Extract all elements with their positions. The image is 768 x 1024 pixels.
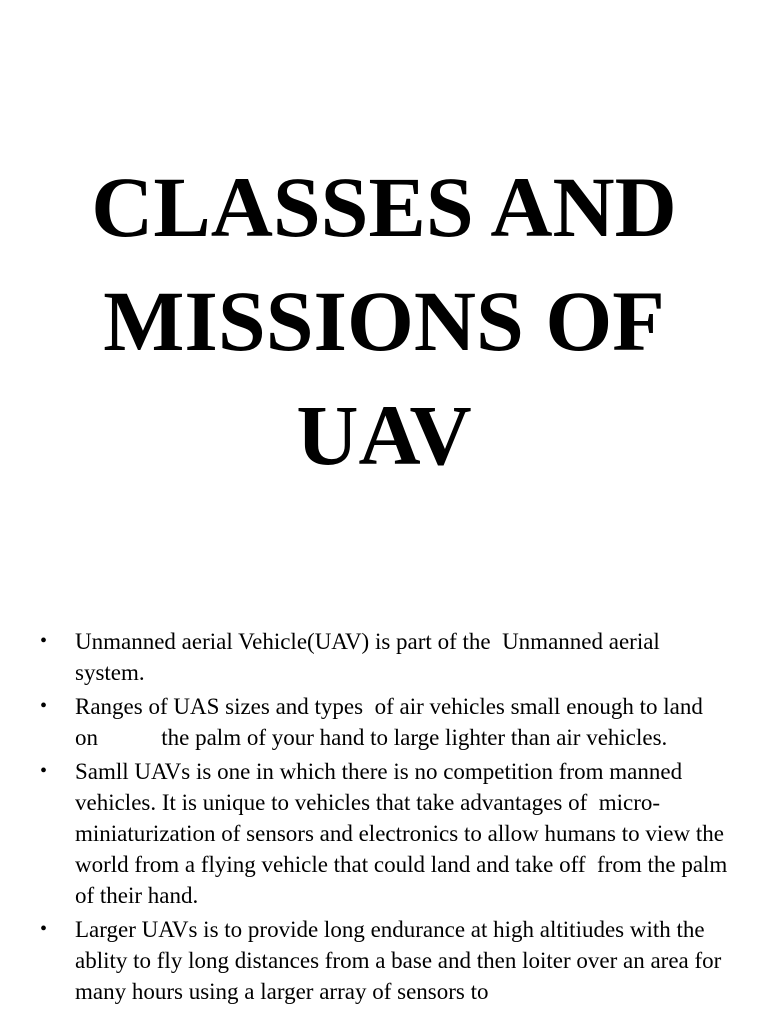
bullet-dot-icon: • (40, 918, 48, 940)
bullet-dot-icon: • (40, 760, 48, 782)
slide-title (0, 150, 768, 492)
bullet-dot-icon: • (40, 695, 48, 717)
bullet-dot-icon: • (40, 630, 48, 652)
bullet-text: Samll UAVs is one in which there is no competition from manned vehicles. It is unique to vehicles that take advantages of micro-miniaturization of sensors and electronics to allow humans to view the world from a flying vehicle that could land and take off from the palm of their hand. (75, 759, 734, 908)
bullet-item (40, 691, 730, 753)
bullet-text: Larger UAVs is to provide long endurance at high altitiudes with the ablity to fly long distances from a base and then loiter over an area for many hours using a larger array of sensors to (75, 917, 728, 1004)
bullet-text: Unmanned aerial Vehicle(UAV) is part of the Unmanned aerial system. (75, 629, 666, 685)
title-line: CLASSES AND (91, 159, 677, 255)
bullet-item (40, 914, 730, 1007)
bullet-item (40, 626, 730, 688)
bullet-item (40, 756, 734, 911)
bullet-list (40, 626, 734, 1010)
bullet-text: Ranges of UAS sizes and types of air vehicles small enough to land on the palm of your hand to large lighter than air vehicles. (75, 694, 709, 750)
title-line: UAV (296, 387, 472, 483)
title-line: MISSIONS OF (103, 273, 665, 369)
